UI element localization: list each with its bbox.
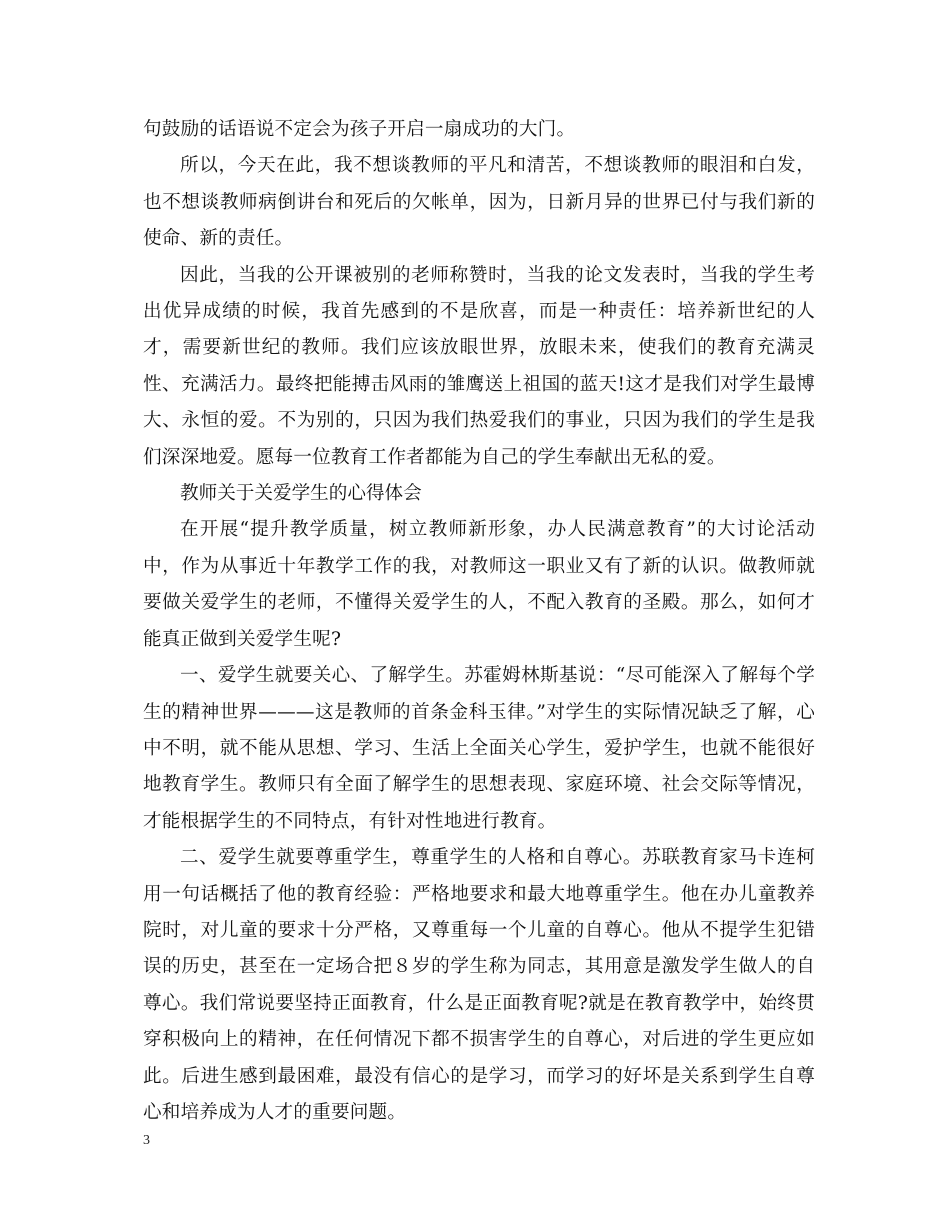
- paragraph-new-century-teachers: 因此，当我的公开课被别的老师称赞时，当我的论文发表时，当我的学生考出优异成绩的时候，我首先感到的不是欣喜，而是一种责任：培养新世纪的人才，需要新世纪的教师。我们应该放眼世界，放眼未来，使我们的教育充满灵性、充满活力。最终把能搏击风雨的雏鹰送上祖国的蓝天!这才是我们对学生最博大、永恒的爱。不为别的，只因为我们热爱我们的事业，只因为我们的学生是我们深深地爱。愿每一位教育工作者都能为自己的学生奉献出无私的爱。: [143, 264, 815, 468]
- section-heading: 教师关于关爱学生的心得体会: [180, 483, 422, 505]
- paragraph-discussion-activity: 在开展“提升教学质量，树立教师新形象，办人民满意教育”的大讨论活动中，作为从事近十年教学工作的我，对教师这一职业又有了新的认识。做教师就要做关爱学生的老师，不懂得关爱学生的人，不配入教育的圣殿。那么，如何才能真正做到关爱学生呢?: [143, 519, 815, 650]
- page-number: 3: [143, 1133, 150, 1148]
- document-body: [143, 112, 815, 1131]
- paragraph-respect-students: 二、爱学生就要尊重学生，尊重学生的人格和自尊心。苏联教育家马卡连柯用一句话概括了他的教育经验：严格地要求和最大地尊重学生。他在办儿童教养院时，对儿童的要求十分严格，又尊重每一个儿童的自尊心。他从不提学生犯错误的历史，甚至在一定场合把８岁的学生称为同志，其用意是激发学生做人的自尊心。我们常说要坚持正面教育，什么是正面教育呢?就是在教育教学中，始终贯穿积极向上的精神，在任何情况下都不损害学生的自尊心，对后进的学生更应如此。后进生感到最困难，最没有信心的是学习，而学习的好坏是关系到学生自尊心和培养成为人才的重要问题。: [143, 847, 815, 1123]
- paragraph-care-understand-students: 一、爱学生就要关心、了解学生。苏霍姆林斯基说：“尽可能深入了解每个学生的精神世界———这是教师的首条金科玉律。”对学生的实际情况缺乏了解，心中不明，就不能从思想、学习、生活上全面关心学生，爱护学生，也就不能很好地教育学生。教师只有全面了解学生的思想表现、家庭环境、社会交际等情况，才能根据学生的不同特点，有针对性地进行教育。: [143, 665, 815, 832]
- paragraph-continuation: 句鼓励的话语说不定会为孩子开启一扇成功的大门。: [143, 119, 576, 140]
- paragraph-teacher-responsibility: 所以，今天在此，我不想谈教师的平凡和清苦，不想谈教师的眼泪和白发，也不想谈教师病倒讲台和死后的欠帐单，因为，日新月异的世界已付与我们新的使命、新的责任。: [143, 155, 815, 250]
